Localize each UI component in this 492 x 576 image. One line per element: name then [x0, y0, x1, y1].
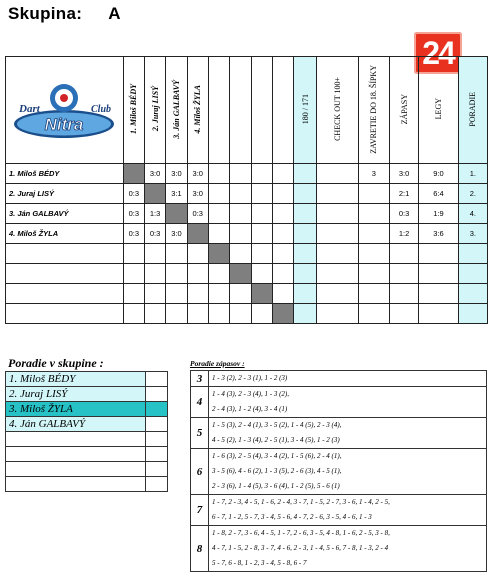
score-cell: [123, 244, 144, 264]
score-cell: [230, 304, 251, 324]
stat-zapasy: [390, 264, 419, 284]
diagonal-cell: [166, 204, 187, 224]
score-cell: [251, 204, 272, 224]
player-column-header: 4. Miloš ŽYLA: [187, 57, 208, 164]
table-row: [6, 164, 488, 184]
stat-column-header: LEGY: [419, 57, 459, 164]
stat-zapasy: 3:0: [390, 164, 419, 184]
stat-legy: 1:9: [419, 204, 459, 224]
score-cell: [272, 164, 293, 184]
schedule-row: [191, 371, 487, 387]
ranking-name: [6, 462, 146, 477]
stat-poradie: 3.: [458, 224, 487, 244]
score-cell: [272, 244, 293, 264]
score-cell: [123, 284, 144, 304]
stat-poradie: 2.: [458, 184, 487, 204]
score-cell: [208, 264, 229, 284]
stat-s180: [294, 204, 317, 224]
stat-zavretie: 3: [358, 164, 389, 184]
stat-poradie: [458, 304, 487, 324]
stat-s180: [294, 264, 317, 284]
stat-zapasy: 1:2: [390, 224, 419, 244]
list-item: [6, 372, 168, 387]
ranking-extra: [146, 372, 168, 387]
stat-legy: 6:4: [419, 184, 459, 204]
group-label: Skupina:: [8, 4, 83, 23]
player-count: 7: [191, 495, 209, 526]
match-order-line: 2 - 3 (6), 1 - 4 (5), 3 - 6 (4), 1 - 2 (5), 5 - 6 (1): [212, 482, 340, 490]
score-cell: [230, 224, 251, 244]
diagonal-cell: [208, 244, 229, 264]
ranking-extra: [146, 417, 168, 432]
match-order-line: 2 - 4 (3), 1 - 2 (4), 3 - 4 (1): [212, 405, 288, 413]
score-cell: [251, 164, 272, 184]
ranking-extra: [146, 477, 168, 492]
score-cell: [187, 264, 208, 284]
score-cell: 3:0: [144, 164, 165, 184]
group-letter: A: [108, 4, 121, 23]
score-cell: 0:3: [123, 204, 144, 224]
table-row: [6, 184, 488, 204]
stat-poradie: [458, 244, 487, 264]
list-item: [6, 462, 168, 477]
player-count: 5: [191, 418, 209, 449]
player-name: [6, 304, 124, 324]
stat-checkout: [317, 184, 359, 204]
stat-s180: [294, 284, 317, 304]
match-order-line: 1 - 7, 2 - 3, 4 - 5, 1 - 6, 2 - 4, 3 - 7, 1 - 5, 2 - 7, 3 - 6, 1 - 4, 2 - 5,: [212, 498, 390, 506]
score-cell: 3:0: [187, 164, 208, 184]
match-order: [209, 371, 487, 387]
score-cell: [230, 284, 251, 304]
schedule-title: Poradie zápasov :: [190, 359, 245, 368]
score-cell: [230, 244, 251, 264]
score-cell: [251, 304, 272, 324]
stat-zapasy: [390, 284, 419, 304]
channel-24-logo: 24: [414, 32, 462, 74]
ranking-extra: [146, 447, 168, 462]
player-column-header: [251, 57, 272, 164]
ranking-name: 3. Miloš ŽYLA: [6, 402, 146, 417]
match-order: [209, 449, 487, 495]
stat-legy: 3:6: [419, 224, 459, 244]
stat-zapasy: 2:1: [390, 184, 419, 204]
stat-zapasy: [390, 304, 419, 324]
diagonal-cell: [144, 184, 165, 204]
stat-legy: [419, 264, 459, 284]
score-cell: [166, 244, 187, 264]
stat-checkout: [317, 164, 359, 184]
player-name: [6, 264, 124, 284]
dart-club-nitra-logo: [11, 74, 117, 146]
score-cell: [272, 264, 293, 284]
player-column-header: 2. Juraj LISÝ: [144, 57, 165, 164]
schedule-table: [190, 370, 487, 572]
stat-column-header: CHECK OUT 100+: [317, 57, 359, 164]
score-cell: [230, 184, 251, 204]
ranking-name: 4. Ján GALBAVÝ: [6, 417, 146, 432]
score-cell: 1:3: [144, 204, 165, 224]
score-cell: 0:3: [123, 184, 144, 204]
player-column-header: [208, 57, 229, 164]
stat-column-header: ZAVRETIE DO 18. ŠÍPKY: [358, 57, 389, 164]
score-cell: [272, 204, 293, 224]
stat-checkout: [317, 284, 359, 304]
score-cell: [123, 304, 144, 324]
player-name: 2. Juraj LISÝ: [6, 184, 124, 204]
ranking-title: Poradie v skupine :: [8, 356, 104, 370]
ranking-name: [6, 432, 146, 447]
ranking-extra: [146, 402, 168, 417]
score-cell: [144, 304, 165, 324]
schedule-row: [191, 387, 487, 418]
score-cell: [251, 264, 272, 284]
stat-legy: [419, 304, 459, 324]
stat-zapasy: [390, 244, 419, 264]
match-order-line: 1 - 3 (2), 2 - 3 (1), 1 - 2 (3): [212, 374, 288, 382]
stat-poradie: [458, 284, 487, 304]
score-cell: 0:3: [123, 224, 144, 244]
score-cell: 3:0: [166, 224, 187, 244]
match-order: [209, 526, 487, 572]
stat-s180: [294, 224, 317, 244]
match-order-line: 1 - 5 (3), 2 - 4 (1), 3 - 5 (2), 1 - 4 (5), 2 - 3 (4),: [212, 421, 342, 429]
schedule-row: [191, 495, 487, 526]
stat-zapasy: 0:3: [390, 204, 419, 224]
match-order-line: 4 - 5 (2), 1 - 3 (4), 2 - 5 (1), 3 - 4 (5), 1 - 2 (3): [212, 436, 340, 444]
score-cell: [166, 304, 187, 324]
stat-zavretie: [358, 184, 389, 204]
match-order-line: 4 - 7, 1 - 5, 2 - 8, 3 - 7, 4 - 6, 2 - 3, 1 - 4, 5 - 6, 7 - 8, 1 - 3, 2 - 4: [212, 544, 389, 552]
match-order: [209, 418, 487, 449]
match-order-line: 1 - 6 (3), 2 - 5 (4), 3 - 4 (2), 1 - 5 (6), 2 - 4 (1),: [212, 452, 342, 460]
stat-s180: [294, 244, 317, 264]
stat-poradie: [458, 264, 487, 284]
stat-poradie: 4.: [458, 204, 487, 224]
score-cell: [208, 224, 229, 244]
schedule-row: [191, 418, 487, 449]
player-column-header: 3. Ján GALBAVÝ: [166, 57, 187, 164]
stat-column-header: 180 / 171: [294, 57, 317, 164]
stat-s180: [294, 164, 317, 184]
score-cell: [251, 224, 272, 244]
ranking-extra: [146, 387, 168, 402]
score-cell: [208, 284, 229, 304]
stat-zavretie: [358, 244, 389, 264]
diagonal-cell: [251, 284, 272, 304]
player-column-header: 1. Miloš BÉDY: [123, 57, 144, 164]
score-cell: [272, 224, 293, 244]
score-cell: [208, 164, 229, 184]
ranking-extra: [146, 432, 168, 447]
match-order-line: 5 - 7, 6 - 8, 1 - 2, 3 - 4, 5 - 8, 6 - 7: [212, 559, 307, 567]
player-name: 1. Miloš BÉDY: [6, 164, 124, 184]
score-cell: [144, 264, 165, 284]
ranking-extra: [146, 462, 168, 477]
score-cell: [208, 204, 229, 224]
score-cell: [272, 184, 293, 204]
stat-legy: [419, 284, 459, 304]
stat-checkout: [317, 264, 359, 284]
diagonal-cell: [230, 264, 251, 284]
score-cell: [123, 264, 144, 284]
page-title: [8, 4, 121, 24]
match-order: [209, 387, 487, 418]
svg-text:Nitra: Nitra: [44, 115, 84, 134]
player-name: 4. Miloš ŽYLA: [6, 224, 124, 244]
schedule-row: [191, 449, 487, 495]
stat-column-header: ZÁPASY: [390, 57, 419, 164]
score-cell: [144, 244, 165, 264]
svg-text:Club: Club: [91, 104, 112, 115]
table-row: [6, 224, 488, 244]
score-cell: 3:0: [166, 164, 187, 184]
score-cell: [208, 184, 229, 204]
score-cell: 0:3: [144, 224, 165, 244]
ranking-name: 2. Juraj LISÝ: [6, 387, 146, 402]
score-cell: 3:0: [187, 184, 208, 204]
ranking-name: 1. Miloš BÉDY: [6, 372, 146, 387]
score-cell: [272, 284, 293, 304]
stat-checkout: [317, 224, 359, 244]
score-cell: [187, 284, 208, 304]
player-name: 3. Ján GALBAVÝ: [6, 204, 124, 224]
results-grid: [5, 56, 488, 324]
list-item: [6, 432, 168, 447]
match-order-line: 1 - 8, 2 - 7, 3 - 6, 4 - 5, 1 - 7, 2 - 6, 3 - 5, 4 - 8, 1 - 6, 2 - 5, 3 - 8,: [212, 529, 390, 537]
stat-zavretie: [358, 304, 389, 324]
stat-s180: [294, 304, 317, 324]
ranking-name: [6, 477, 146, 492]
stat-checkout: [317, 304, 359, 324]
player-column-header: [230, 57, 251, 164]
score-cell: [187, 304, 208, 324]
stat-legy: [419, 244, 459, 264]
match-order: [209, 495, 487, 526]
score-cell: [230, 204, 251, 224]
list-item: [6, 402, 168, 417]
player-column-header: [272, 57, 293, 164]
match-order-line: 1 - 4 (3), 2 - 3 (4), 1 - 3 (2),: [212, 390, 289, 398]
player-count: 8: [191, 526, 209, 572]
player-count: 4: [191, 387, 209, 418]
diagonal-cell: [187, 224, 208, 244]
stat-s180: [294, 184, 317, 204]
stat-checkout: [317, 244, 359, 264]
stat-poradie: 1.: [458, 164, 487, 184]
schedule-row: [191, 526, 487, 572]
score-cell: [144, 284, 165, 304]
list-item: [6, 447, 168, 462]
list-item: [6, 387, 168, 402]
table-row: [6, 304, 488, 324]
list-item: [6, 417, 168, 432]
stat-zavretie: [358, 284, 389, 304]
diagonal-cell: [272, 304, 293, 324]
match-order-line: 3 - 5 (6), 4 - 6 (2), 1 - 3 (5), 2 - 6 (3), 4 - 5 (1),: [212, 467, 342, 475]
score-cell: [230, 164, 251, 184]
stat-zavretie: [358, 264, 389, 284]
stat-legy: 9:0: [419, 164, 459, 184]
player-name: [6, 284, 124, 304]
table-row: [6, 264, 488, 284]
table-row: [6, 244, 488, 264]
stat-zavretie: [358, 224, 389, 244]
table-row: [6, 204, 488, 224]
logo-cell: [6, 57, 124, 164]
diagonal-cell: [123, 164, 144, 184]
score-cell: [208, 304, 229, 324]
score-cell: 0:3: [187, 204, 208, 224]
svg-text:Dart: Dart: [19, 103, 41, 115]
stat-zavretie: [358, 204, 389, 224]
stat-checkout: [317, 204, 359, 224]
score-cell: [251, 244, 272, 264]
score-cell: [166, 284, 187, 304]
score-cell: [187, 244, 208, 264]
player-count: 6: [191, 449, 209, 495]
score-cell: 3:1: [166, 184, 187, 204]
list-item: [6, 477, 168, 492]
score-cell: [251, 184, 272, 204]
stat-column-header: PORADIE: [458, 57, 487, 164]
ranking-name: [6, 447, 146, 462]
player-count: 3: [191, 371, 209, 387]
player-name: [6, 244, 124, 264]
score-cell: [166, 264, 187, 284]
match-order-line: 6 - 7, 1 - 2, 5 - 7, 3 - 4, 5 - 6, 4 - 7, 2 - 6, 3 - 5, 4 - 6, 1 - 3: [212, 513, 372, 521]
ranking-table: [5, 371, 168, 492]
table-row: [6, 284, 488, 304]
